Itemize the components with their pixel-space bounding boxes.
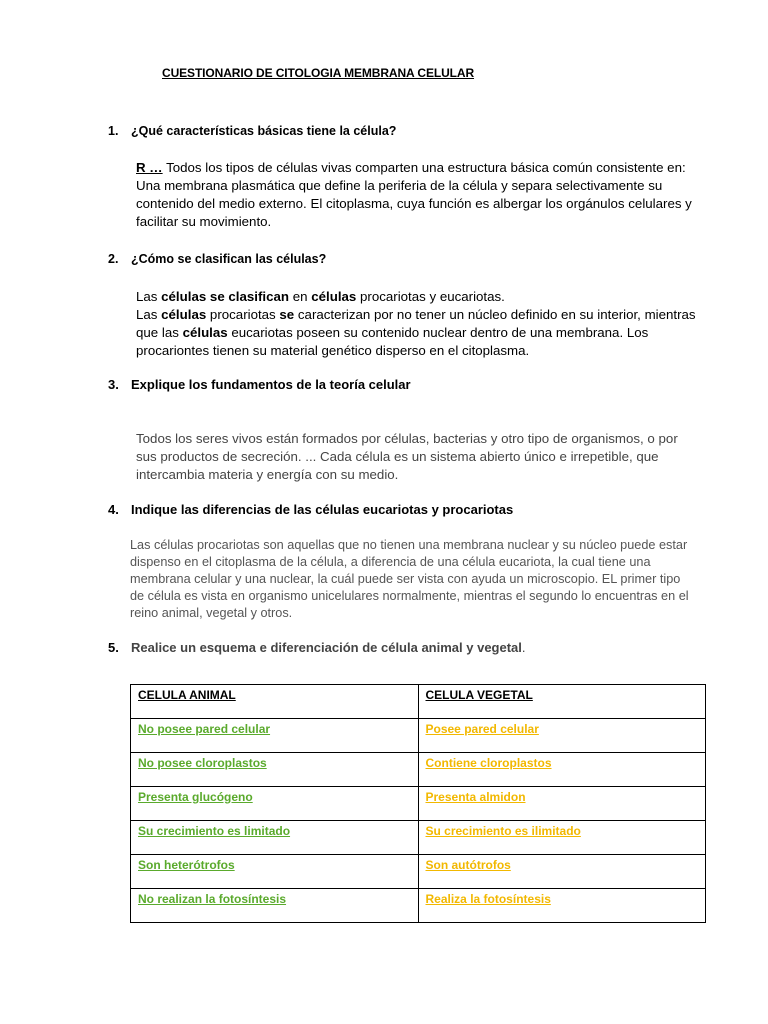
question-number: 1. xyxy=(108,124,119,138)
cell-animal: Presenta glucógeno xyxy=(131,787,419,821)
table-row xyxy=(131,787,706,821)
answer-4 xyxy=(130,537,690,622)
text-run: eucariotas poseen su contenido nuclear dentro de una membrana. Los procariontes tienen su material genético disperso en el citoplasma. xyxy=(136,325,649,358)
question-text: Explique los fundamentos de la teoría celular xyxy=(131,377,411,392)
table-row xyxy=(131,753,706,787)
answer-1 xyxy=(136,159,696,231)
question-5 xyxy=(108,640,526,655)
question-3 xyxy=(108,377,411,392)
question-text: Indique las diferencias de las células eucariotas y procariotas xyxy=(131,502,514,517)
cell-animal: No realizan la fotosíntesis xyxy=(131,889,419,923)
table-row xyxy=(131,719,706,753)
question-number: 2. xyxy=(108,252,119,266)
text-run: Las xyxy=(136,307,162,322)
cell-animal: No posee cloroplastos xyxy=(131,753,419,787)
table-row xyxy=(131,889,706,923)
text-run: en xyxy=(289,289,312,304)
page-title: CUESTIONARIO DE CITOLOGIA MEMBRANA CELULAR xyxy=(162,66,475,80)
question-number: 3. xyxy=(108,377,119,392)
question-number: 4. xyxy=(108,502,119,517)
cell-animal: Son heterótrofos xyxy=(131,855,419,889)
cell-vegetal: Contiene cloroplastos xyxy=(418,753,706,787)
question-number: 5. xyxy=(108,640,119,655)
answer-line xyxy=(136,306,696,360)
cell-animal: No posee pared celular xyxy=(131,719,419,753)
text-run: caracterizan por no tener un núcleo definido en su interior, mientras que las xyxy=(136,307,696,340)
cell-vegetal: Son autótrofos xyxy=(418,855,706,889)
header-vegetal: CELULA VEGETAL xyxy=(418,685,706,719)
text-run: procariotas xyxy=(206,307,280,322)
text-run-bold: células xyxy=(182,325,228,340)
text-run-bold: células xyxy=(311,289,357,304)
table-header-row xyxy=(131,685,706,719)
text-run: procariotas y eucariotas. xyxy=(356,289,505,304)
cell-vegetal: Realiza la fotosíntesis xyxy=(418,889,706,923)
answer-label: R … xyxy=(136,160,163,175)
answer-text: Todos los seres vivos están formados por células, bacterias y otro tipo de organismos, o por sus productos de secreción. ... Cada célula es un sistema abierto único e irrepetible, que intercambia materia y energía con su medio. xyxy=(136,431,678,482)
answer-text: Las células procariotas son aquellas que no tienen una membrana nuclear y su núcleo puede estar dispenso en el citoplasma de la célula, a diferencia de una célula eucariota, la cual tiene una membrana celular y una nuclear, la cuál puede ser vista con ayuda un microscopio. EL primer tipo de célula es vista en organismo unicelulares normalmente, mientras el segundo lo encuentras en el reino animal, vegetal y otros. xyxy=(130,538,689,620)
question-1 xyxy=(108,124,396,138)
answer-3 xyxy=(136,430,696,484)
cell-vegetal: Presenta almidon xyxy=(418,787,706,821)
cell-vegetal: Posee pared celular xyxy=(418,719,706,753)
question-2 xyxy=(108,252,326,266)
comparison-table xyxy=(130,684,706,923)
cell-animal: Su crecimiento es limitado xyxy=(131,821,419,855)
text-run-bold: se xyxy=(279,307,295,322)
question-4 xyxy=(108,502,513,517)
question-text: ¿Cómo se clasifican las células? xyxy=(131,252,327,266)
text-run: Las xyxy=(136,289,162,304)
question-text: ¿Qué características básicas tiene la célula? xyxy=(131,124,397,138)
answer-text: Todos los tipos de células vivas comparten una estructura básica común consistente en: Una membrana plasmática que define la periferia de la célula y separa selectivamente su contenido del medio externo. El citoplasma, cuya función es albergar los orgánulos celulares y facilitar su movimiento. xyxy=(136,160,692,229)
header-animal: CELULA ANIMAL xyxy=(131,685,419,719)
text-run-bold: células xyxy=(161,307,207,322)
table-row xyxy=(131,855,706,889)
question-punctuation: . xyxy=(521,640,526,655)
table-row xyxy=(131,821,706,855)
cell-vegetal: Su crecimiento es ilimitado xyxy=(418,821,706,855)
text-run-bold: células se clasifican xyxy=(161,289,290,304)
question-text: Realice un esquema e diferenciación de célula animal y vegetal xyxy=(131,640,522,655)
answer-2 xyxy=(136,288,696,360)
answer-line xyxy=(136,288,696,306)
